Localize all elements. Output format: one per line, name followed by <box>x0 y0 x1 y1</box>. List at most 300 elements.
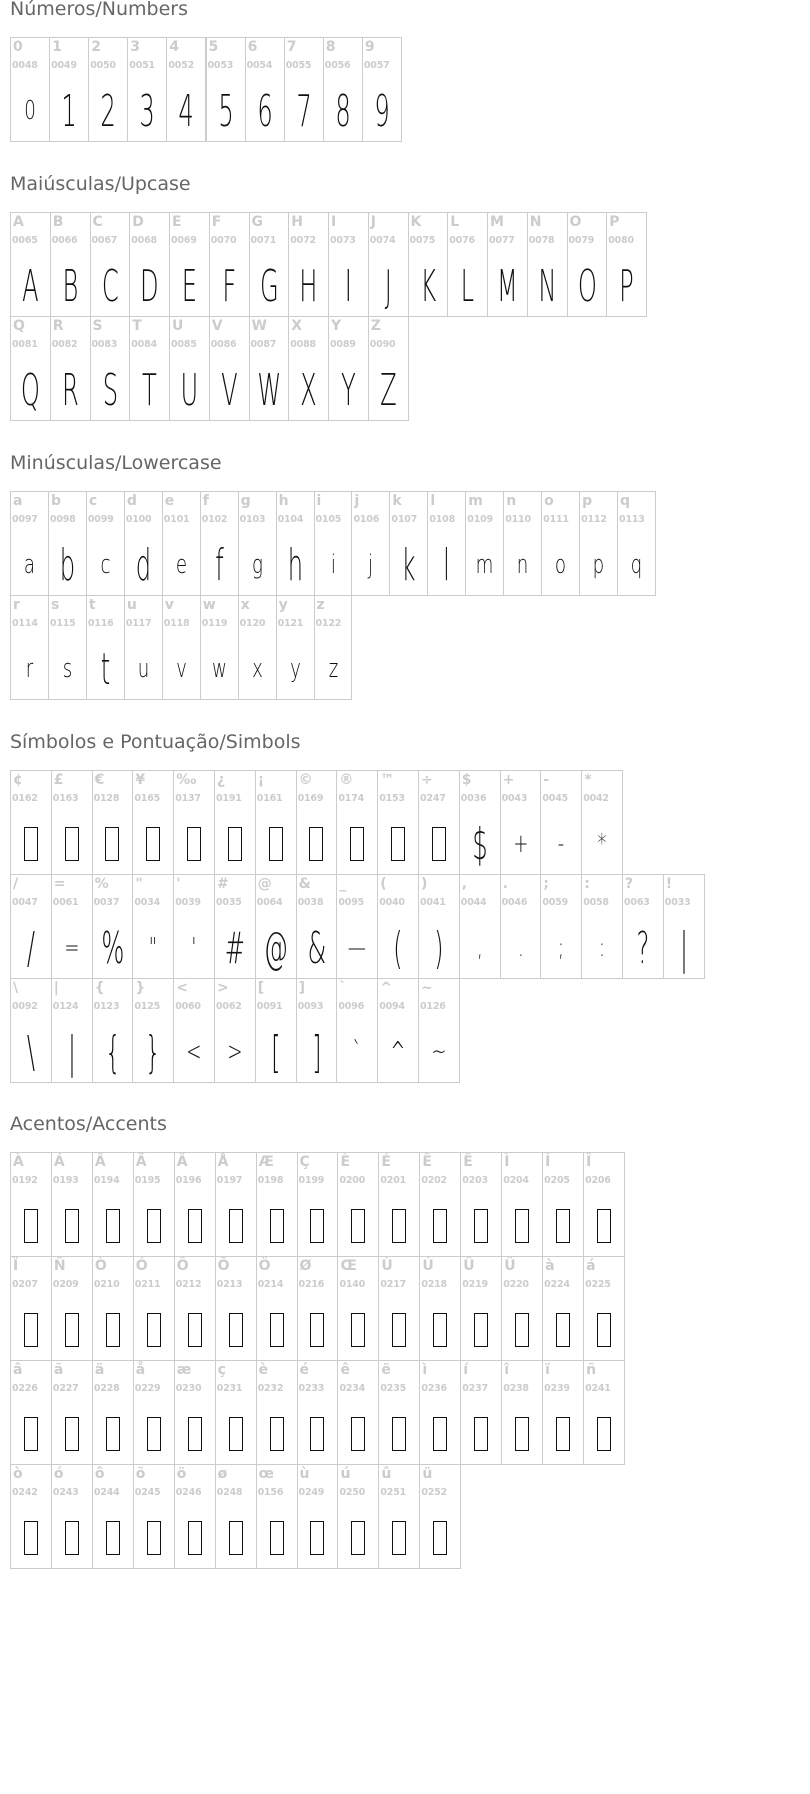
missing-glyph-box-icon <box>257 1507 297 1569</box>
missing-glyph-box-icon <box>310 1417 324 1451</box>
glyph-cell <box>460 1256 502 1361</box>
glyph-character-label: 2 <box>91 39 101 55</box>
missing-glyph-box-icon <box>229 1521 243 1555</box>
glyph-cell <box>50 212 91 317</box>
glyph-code-label: 0083 <box>91 339 118 350</box>
glyph-cell <box>92 874 134 979</box>
glyph-code-label: 0118 <box>163 618 190 629</box>
glyph-code-label: 0112 <box>581 514 607 525</box>
missing-glyph-box-icon <box>175 1403 215 1465</box>
glyph-cell <box>174 1256 216 1361</box>
missing-glyph-box-icon <box>474 1313 488 1347</box>
glyph-code-label: 0049 <box>51 60 77 71</box>
missing-glyph-box-icon <box>228 827 242 861</box>
glyph-cell <box>129 316 170 421</box>
glyph-character-label: z <box>316 597 325 613</box>
glyph-character-label: % <box>94 876 109 892</box>
glyph-character-label: 3 <box>130 39 141 55</box>
glyph-character-label: Z <box>370 318 381 334</box>
glyph-character-label: d <box>126 493 137 509</box>
missing-glyph-box-icon <box>543 1195 583 1257</box>
glyph-cell <box>173 770 215 875</box>
glyph-sample: E <box>181 260 198 312</box>
glyph-cell <box>256 1256 298 1361</box>
glyph-cell <box>86 595 125 700</box>
glyph-cell <box>336 874 378 979</box>
glyph-sample: P <box>619 260 634 312</box>
glyph-code-label: 0035 <box>216 897 242 908</box>
glyph-character-label: I <box>331 214 337 230</box>
missing-glyph-box-icon <box>310 1209 324 1243</box>
glyph-character-label: å <box>135 1362 146 1378</box>
glyph-cell <box>51 1360 93 1465</box>
glyph-character-label: ó <box>53 1466 64 1482</box>
glyph-code-label: 0194 <box>93 1175 120 1186</box>
glyph-character-label: ¢ <box>13 772 23 788</box>
glyph-character-label: Ü <box>504 1258 516 1274</box>
glyph-cell <box>527 212 568 317</box>
glyph-character-label: é <box>299 1362 310 1378</box>
missing-glyph-box-icon <box>229 1313 243 1347</box>
glyph-cell <box>389 491 428 596</box>
glyph-cell <box>583 1360 625 1465</box>
glyph-character-label: U <box>172 318 184 334</box>
glyph-code-label: 0126 <box>420 1001 446 1012</box>
glyph-code-label: 0101 <box>163 514 190 525</box>
glyph-character-label: F <box>211 214 222 230</box>
glyph-cell <box>378 1152 420 1257</box>
glyph-code-label: 0244 <box>93 1487 120 1498</box>
glyph-cell <box>297 1256 339 1361</box>
glyph-code-label: 0059 <box>542 897 569 908</box>
glyph-character-label: ñ <box>586 1362 597 1378</box>
glyph-character-label: ï <box>545 1362 550 1378</box>
glyph-character-label: Ò <box>94 1258 107 1274</box>
glyph-cell <box>133 1152 175 1257</box>
glyph-cell <box>132 978 174 1083</box>
glyph-code-label: 0235 <box>380 1383 407 1394</box>
glyph-cell <box>542 1152 584 1257</box>
glyph-character-label: ö <box>176 1466 187 1482</box>
glyph-cell <box>51 1256 93 1361</box>
missing-glyph-box-icon <box>474 1417 488 1451</box>
section-title-symbols: Símbolos e Pontuação/Simbols <box>10 731 301 753</box>
glyph-sample: Q <box>20 364 40 416</box>
glyph-character-label: € <box>94 772 105 788</box>
glyph-cell <box>10 770 52 875</box>
glyph-code-label: 0193 <box>52 1175 79 1186</box>
glyph-cell <box>323 37 363 142</box>
glyph-sample: - <box>558 829 565 859</box>
glyph-cell <box>48 595 87 700</box>
glyph-character-label: 6 <box>247 39 258 55</box>
glyph-cell <box>129 212 170 317</box>
glyph-code-label: 0206 <box>585 1175 611 1186</box>
glyph-code-label: 0067 <box>91 235 118 246</box>
missing-glyph-box-icon <box>502 1195 542 1257</box>
glyph-code-label: 0192 <box>12 1175 38 1186</box>
glyph-code-label: 0034 <box>134 897 161 908</box>
glyph-character-label: Ë <box>463 1154 473 1170</box>
glyph-code-label: 0074 <box>369 235 396 246</box>
glyph-character-label: P <box>609 214 620 230</box>
missing-glyph-box-icon <box>24 1417 38 1451</box>
glyph-cell <box>133 1464 175 1569</box>
glyph-code-label: 0076 <box>449 235 475 246</box>
glyph-character-label: à <box>545 1258 555 1274</box>
glyph-cell <box>10 978 52 1083</box>
glyph-sample: z <box>328 654 338 684</box>
glyph-code-label: 0098 <box>49 514 76 525</box>
glyph-code-label: 0236 <box>421 1383 447 1394</box>
missing-glyph-box-icon <box>216 1507 256 1569</box>
glyph-character-label: A <box>13 214 24 230</box>
glyph-character-label: X <box>291 318 303 334</box>
glyph-character-label: 8 <box>325 39 336 55</box>
glyph-cell <box>579 491 618 596</box>
glyph-code-label: 0108 <box>429 514 455 525</box>
glyph-character-label: Õ <box>217 1258 230 1274</box>
glyph-character-label: c <box>88 493 98 509</box>
glyph-cell <box>92 978 134 1083</box>
glyph-code-label: 0075 <box>409 235 436 246</box>
missing-glyph-box-icon <box>420 1299 460 1361</box>
glyph-cell <box>10 212 51 317</box>
missing-glyph-box-icon <box>93 1299 133 1361</box>
missing-glyph-box-icon <box>556 1313 570 1347</box>
glyph-sample: ] <box>311 1026 322 1078</box>
glyph-cell <box>276 595 315 700</box>
glyph-cell <box>328 212 369 317</box>
glyph-character-label: / <box>13 876 19 892</box>
missing-glyph-box-icon <box>11 1403 51 1465</box>
missing-glyph-box-icon <box>146 827 160 861</box>
glyph-code-label: 0245 <box>134 1487 161 1498</box>
glyph-character-label: n <box>506 493 517 509</box>
missing-glyph-box-icon <box>52 813 92 875</box>
glyph-sample: 0 <box>24 96 36 126</box>
glyph-code-label: 0109 <box>467 514 493 525</box>
glyph-cell <box>378 1256 420 1361</box>
glyph-cell <box>500 874 542 979</box>
glyph-code-label: 0217 <box>380 1279 407 1290</box>
glyph-code-label: 0239 <box>544 1383 570 1394</box>
missing-glyph-box-icon <box>134 1507 174 1569</box>
glyph-cell <box>255 874 297 979</box>
glyph-character-label: Ì <box>504 1154 510 1170</box>
glyph-cell <box>314 595 353 700</box>
glyph-character-label: . <box>502 876 508 892</box>
glyph-character-label: _ <box>339 876 347 892</box>
glyph-code-label: 0050 <box>90 60 116 71</box>
glyph-cell <box>10 316 51 421</box>
glyph-code-label: 0232 <box>257 1383 284 1394</box>
glyph-character-label: ù <box>299 1466 310 1482</box>
missing-glyph-box-icon <box>134 1299 174 1361</box>
glyph-cell <box>249 212 290 317</box>
glyph-code-label: 0099 <box>87 514 114 525</box>
glyph-code-label: 0116 <box>87 618 114 629</box>
missing-glyph-box-icon <box>351 1417 365 1451</box>
missing-glyph-box-icon <box>338 1195 378 1257</box>
missing-glyph-box-icon <box>65 1417 79 1451</box>
missing-glyph-box-icon <box>11 1195 51 1257</box>
glyph-cell <box>169 212 210 317</box>
glyph-code-label: 0043 <box>501 793 528 804</box>
glyph-character-label: ; <box>543 876 549 892</box>
glyph-cell <box>459 874 501 979</box>
glyph-code-label: 0216 <box>298 1279 325 1290</box>
section-title-upcase: Maiúsculas/Upcase <box>10 173 191 195</box>
missing-glyph-box-icon <box>556 1417 570 1451</box>
glyph-cell <box>214 978 256 1083</box>
glyph-code-label: 0064 <box>256 897 283 908</box>
glyph-character-label: Æ <box>258 1154 274 1170</box>
glyph-sample: | <box>67 1026 76 1078</box>
glyph-character-label: j <box>354 493 360 509</box>
glyph-cell <box>378 1464 420 1569</box>
missing-glyph-box-icon <box>379 1299 419 1361</box>
missing-glyph-box-icon <box>147 1313 161 1347</box>
glyph-sample: S <box>102 364 118 416</box>
missing-glyph-box-icon <box>188 1417 202 1451</box>
glyph-cell <box>377 978 419 1083</box>
glyph-cell <box>540 770 582 875</box>
glyph-code-label: 0224 <box>544 1279 570 1290</box>
missing-glyph-box-icon <box>134 1403 174 1465</box>
glyph-code-label: 0103 <box>239 514 266 525</box>
missing-glyph-box-icon <box>461 1403 501 1465</box>
glyph-sample: ; <box>558 933 565 963</box>
glyph-cell <box>10 874 52 979</box>
glyph-code-label: 0137 <box>175 793 201 804</box>
missing-glyph-box-icon <box>257 1403 297 1465</box>
glyph-cell <box>127 37 167 142</box>
glyph-code-label: 0102 <box>201 514 228 525</box>
glyph-code-label: 0238 <box>503 1383 529 1394</box>
glyph-cell <box>215 1464 257 1569</box>
glyph-character-label: p <box>582 493 593 509</box>
glyph-sample: Y <box>340 364 356 416</box>
glyph-cell <box>10 1256 52 1361</box>
glyph-cell <box>663 874 705 979</box>
glyph-code-label: 0251 <box>380 1487 407 1498</box>
glyph-character-label: r <box>13 597 20 613</box>
missing-glyph-box-icon <box>93 1195 133 1257</box>
glyph-cell <box>255 770 297 875</box>
glyph-character-label: ü <box>422 1466 433 1482</box>
missing-glyph-box-icon <box>391 827 405 861</box>
missing-glyph-box-icon <box>297 813 337 875</box>
glyph-code-label: 0121 <box>277 618 304 629</box>
glyph-code-label: 0117 <box>125 618 152 629</box>
glyph-cell <box>581 770 623 875</box>
glyph-character-label: + <box>502 772 515 788</box>
missing-glyph-box-icon <box>270 1209 284 1243</box>
glyph-code-label: 0107 <box>391 514 418 525</box>
missing-glyph-box-icon <box>597 1209 611 1243</box>
missing-glyph-box-icon <box>269 827 283 861</box>
missing-glyph-box-icon <box>256 813 296 875</box>
glyph-character-label: * <box>584 772 592 788</box>
glyph-cell <box>92 1360 134 1465</box>
glyph-code-label: 0037 <box>93 897 120 908</box>
glyph-character-label: E <box>172 214 182 230</box>
glyph-cell <box>92 1256 134 1361</box>
glyph-sample: & <box>307 922 326 974</box>
glyph-character-label: ò <box>13 1466 23 1482</box>
glyph-character-label: x <box>240 597 250 613</box>
glyph-code-label: 0113 <box>619 514 645 525</box>
glyph-sample: r <box>25 654 34 684</box>
glyph-sample: u <box>137 654 150 684</box>
glyph-sample: \ <box>26 1026 35 1078</box>
glyph-cell <box>92 1152 134 1257</box>
glyph-code-label: 0053 <box>207 60 234 71</box>
glyph-code-label: 0092 <box>12 1001 38 1012</box>
glyph-cell <box>124 491 163 596</box>
glyph-character-label: y <box>278 597 288 613</box>
missing-glyph-box-icon <box>147 1209 161 1243</box>
glyph-code-label: 0065 <box>12 235 38 246</box>
glyph-code-label: 0207 <box>12 1279 38 1290</box>
missing-glyph-box-icon <box>298 1507 338 1569</box>
glyph-character-label: = <box>53 876 66 892</box>
glyph-cell <box>419 1256 461 1361</box>
missing-glyph-box-icon <box>420 1195 460 1257</box>
glyph-sample: + <box>512 829 529 859</box>
glyph-cell <box>542 1256 584 1361</box>
glyph-character-label: K <box>410 214 422 230</box>
glyph-character-label: @ <box>257 876 272 892</box>
missing-glyph-box-icon <box>216 1403 256 1465</box>
glyph-character-label: ~ <box>421 980 433 996</box>
glyph-sample: C <box>101 260 119 312</box>
glyph-code-label: 0210 <box>93 1279 120 1290</box>
glyph-cell <box>418 770 460 875</box>
glyph-cell <box>86 491 125 596</box>
glyph-cell <box>460 1152 502 1257</box>
glyph-sample: } <box>145 1026 161 1078</box>
missing-glyph-box-icon <box>215 813 255 875</box>
glyph-code-label: 0161 <box>256 793 283 804</box>
glyph-code-label: 0093 <box>297 1001 324 1012</box>
glyph-cell <box>256 1464 298 1569</box>
glyph-cell <box>459 770 501 875</box>
glyph-cell <box>51 1464 93 1569</box>
glyph-character-label: g <box>240 493 251 509</box>
glyph-sample: F <box>222 260 237 312</box>
glyph-code-label: 0063 <box>624 897 650 908</box>
glyph-sample: O <box>577 260 597 312</box>
glyph-character-label: Ï <box>13 1258 19 1274</box>
glyph-character-label: 5 <box>208 39 219 55</box>
glyph-cell <box>617 491 656 596</box>
glyph-code-label: 0243 <box>52 1487 79 1498</box>
glyph-character-label: ¥ <box>135 772 146 788</box>
glyph-sample: ? <box>636 922 650 974</box>
glyph-code-label: 0242 <box>12 1487 38 1498</box>
glyph-sample: o <box>555 550 567 580</box>
glyph-character-label: m <box>468 493 483 509</box>
glyph-cell <box>51 770 93 875</box>
glyph-character-label: Ú <box>422 1258 434 1274</box>
glyph-character-label: î <box>504 1362 509 1378</box>
glyph-cell <box>215 1256 257 1361</box>
glyph-character-label: ¿ <box>217 772 226 788</box>
missing-glyph-box-icon <box>93 1507 133 1569</box>
glyph-sample: 2 <box>100 85 116 137</box>
glyph-sample: ~ <box>431 1037 447 1067</box>
glyph-code-label: 0229 <box>134 1383 161 1394</box>
missing-glyph-box-icon <box>24 1209 38 1243</box>
glyph-character-label: C <box>92 214 103 230</box>
glyph-code-label: 0140 <box>339 1279 366 1290</box>
glyph-character-label: , <box>461 876 468 892</box>
glyph-code-label: 0124 <box>52 1001 79 1012</box>
glyph-character-label: Ô <box>176 1258 189 1274</box>
missing-glyph-box-icon <box>392 1521 406 1555</box>
glyph-cell <box>132 874 174 979</box>
glyph-character-label: Y <box>331 318 342 334</box>
glyph-code-label: 0087 <box>250 339 277 350</box>
glyph-cell <box>328 316 369 421</box>
glyph-sample: k <box>401 539 416 591</box>
glyph-cell <box>256 1152 298 1257</box>
glyph-character-label: ? <box>625 876 634 892</box>
missing-glyph-box-icon <box>187 827 201 861</box>
missing-glyph-box-icon <box>338 1299 378 1361</box>
glyph-character-label: ¡ <box>257 772 265 788</box>
glyph-cell <box>209 316 250 421</box>
glyph-cell <box>362 37 402 142</box>
glyph-code-label: 0089 <box>330 339 356 350</box>
glyph-sample: v <box>175 654 187 684</box>
glyph-sample: w <box>211 654 227 684</box>
glyph-code-label: 0225 <box>585 1279 611 1290</box>
glyph-character-label: J <box>370 214 376 230</box>
missing-glyph-box-icon <box>461 1299 501 1361</box>
missing-glyph-box-icon <box>52 1403 92 1465</box>
glyph-sample: n <box>516 550 529 580</box>
missing-glyph-box-icon <box>584 1195 624 1257</box>
missing-glyph-box-icon <box>515 1417 529 1451</box>
missing-glyph-box-icon <box>337 813 377 875</box>
glyph-cell <box>214 874 256 979</box>
glyph-code-label: 0233 <box>298 1383 325 1394</box>
glyph-character-label: i <box>316 493 322 509</box>
glyph-character-label: ç <box>217 1362 226 1378</box>
missing-glyph-box-icon <box>65 1313 79 1347</box>
glyph-character-label: ÷ <box>421 772 433 788</box>
glyph-sample: b <box>59 539 76 591</box>
glyph-character-label: < <box>176 980 188 996</box>
glyph-cell <box>368 316 409 421</box>
glyph-character-label: ) <box>421 876 428 892</box>
glyph-character-label: L <box>450 214 460 230</box>
glyph-code-label: 0196 <box>175 1175 202 1186</box>
glyph-sample: , <box>476 933 483 963</box>
glyph-character-label: Á <box>53 1154 65 1170</box>
glyph-sample: 4 <box>178 85 195 137</box>
glyph-character-label: k <box>392 493 402 509</box>
glyph-sample: { <box>104 1026 121 1078</box>
missing-glyph-box-icon <box>175 1299 215 1361</box>
missing-glyph-box-icon <box>515 1313 529 1347</box>
missing-glyph-box-icon <box>379 1403 419 1465</box>
glyph-code-label: 0096 <box>338 1001 365 1012</box>
glyph-cell <box>284 37 324 142</box>
